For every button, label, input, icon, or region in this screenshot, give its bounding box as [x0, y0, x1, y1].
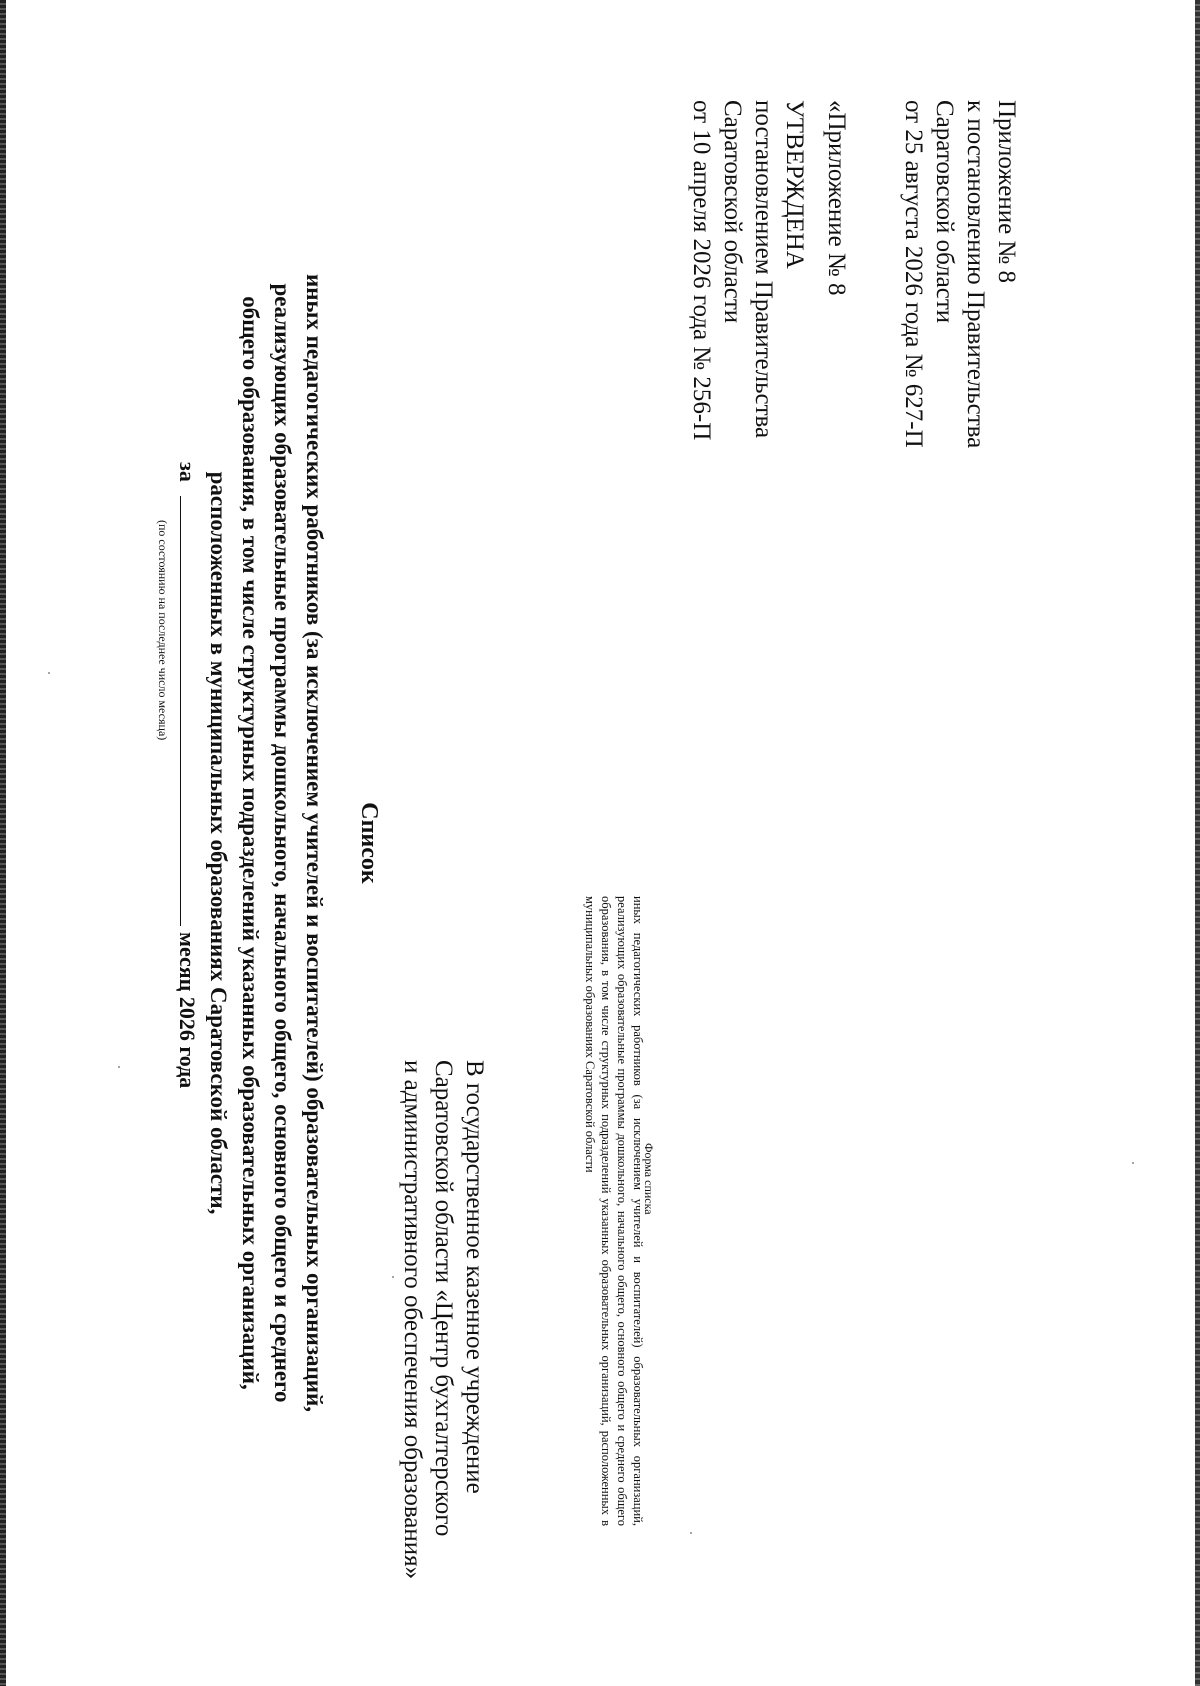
list-subject-line: общего образования, в том числе структурных подразделений указанных образовательных организаций, [238, 296, 263, 1390]
form-description [582, 896, 646, 1526]
list-subject-line: реализующих образовательные программы дошкольного, начального общего, основного общего и среднего [270, 283, 295, 1403]
list-heading: Список [356, 802, 382, 884]
appendix-header [898, 100, 1022, 448]
list-subject-line: иных педагогических работников (за исключением учителей и воспитателей) образовательных организаций, [302, 273, 327, 1413]
rotated-document-page: Приложение № 8 к постановлению Правительства Саратовской области от 25 августа 2026 года № 627-П «Приложение № 8 УТВЕРЖДЕНА постановлением Правительства Саратовской области от 10 апреля 2026 года № 256-П Форма списка иных педагогических работников (за исключением учителей и воспитателей) образовательных организаций, реализующих образовательные программы дошкольного, начального общего, основного общего и среднего общего образования, в том числе структурных подразделений указанных образовательных организаций, расположенных в муниципальных образованиях Саратовской области В государственное казенное учреждение Саратовской области «Центр бухгалтерского и административного обеспечения образования» Список иных педагогических работников (за исключением учителей и воспитателей) образовательных организаций, реализующих образовательные программы дошкольного, начального общего, основного общего и среднего общего образования, в том числе структурных подразделений указанных образовательных организаций, расположенных в муниципальных образованиях Саратовской области, замесяц 2026 года (по состоянию на последнее число месяца) [0, 0, 1200, 1686]
period-line [174, 462, 200, 1088]
approved-line: от 10 апреля 2026 года № 256-П [688, 100, 715, 441]
recipient-line: В государственное казенное учреждение [461, 1060, 488, 1494]
period-note: (по состоянию на последнее число месяца) [156, 520, 170, 741]
appendix-line: Саратовской области [931, 100, 958, 324]
period-blank-field[interactable] [180, 496, 199, 926]
period-prefix: за [175, 462, 200, 482]
period-suffix: месяц 2026 года [175, 932, 200, 1089]
list-subject [202, 0, 330, 1686]
recipient-line: Саратовской области «Центр бухгалтерского [430, 1060, 457, 1537]
approved-block [686, 100, 810, 440]
appendix-previous: «Приложение № 8 [823, 100, 850, 296]
recipient-block [397, 1060, 490, 1579]
approved-line: УТВЕРЖДЕНА [781, 100, 808, 269]
appendix-line: к постановлению Правительства [962, 100, 989, 449]
recipient-line: и административного обеспечения образования» [399, 1060, 426, 1580]
approved-line: постановлением Правительства [750, 100, 777, 439]
appendix-line: от 25 августа 2026 года № 627-П [900, 100, 927, 448]
appendix-line: Приложение № 8 [993, 100, 1020, 284]
list-subject-line: расположенных в муниципальных образованиях Саратовской области, [206, 471, 231, 1215]
form-description-text: иных педагогических работников (за исключением учителей и воспитателей) образовательных организаций, реализующих образовательные программы дошкольного, начального общего, основного общего и среднего общего образования, в том числе структурных подразделений указанных образовательных организаций, расположенных в муниципальных образованиях Саратовской области [583, 896, 645, 1526]
approved-line: Саратовской области [719, 100, 746, 324]
